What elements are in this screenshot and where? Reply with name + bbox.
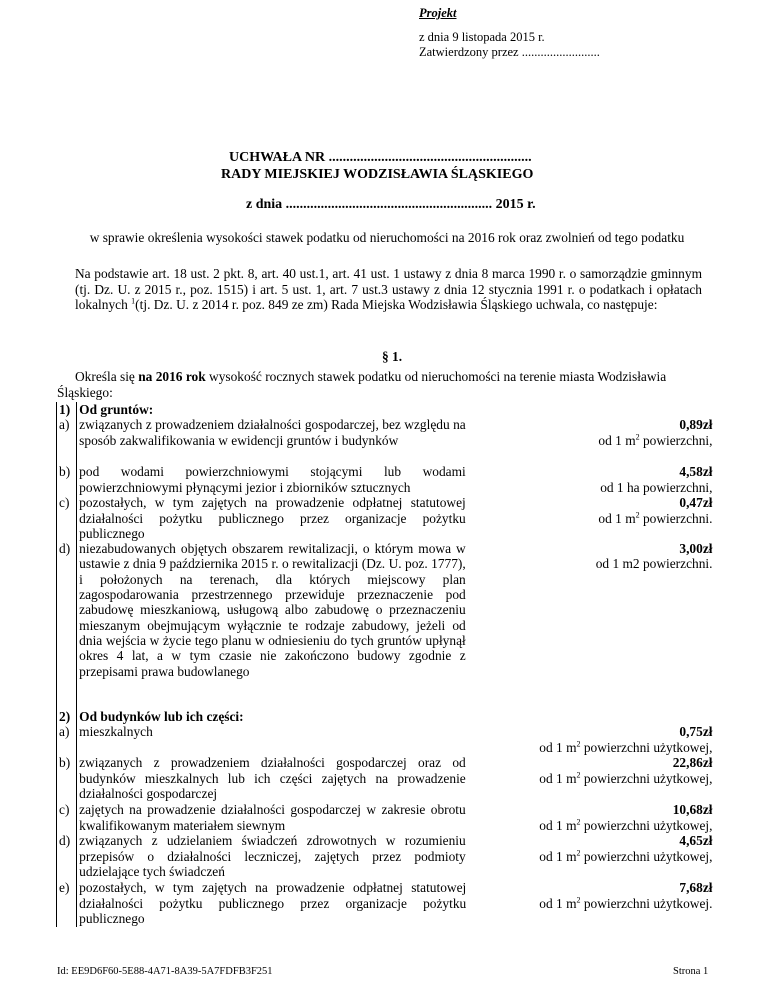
group-label: Od budynków lub ich części: xyxy=(79,709,244,725)
unit-text: od 1 m xyxy=(539,817,577,833)
item-letter: d) xyxy=(57,541,77,709)
group-row xyxy=(57,709,715,724)
rate-row xyxy=(57,755,715,802)
item-letter: b) xyxy=(57,755,77,802)
approved-line: Zatwierdzony przez ......................... xyxy=(419,45,600,59)
item-rate-cell xyxy=(468,755,714,802)
item-description: związanych z prowadzeniem działalności gospodarczej oraz od budynków mieszkalnych lub ich części zajętych na prowadzenie działalności gospodarczej xyxy=(79,755,466,802)
item-rate-cell xyxy=(468,880,714,927)
unit-sup: 2 xyxy=(576,848,581,858)
unit-text-post: powierzchni. xyxy=(639,510,713,526)
group-label: Od gruntów: xyxy=(79,402,154,417)
item-description: związanych z udzielaniem świadczeń zdrowotnych w rozumieniu przepisów o działalności leczniczej, zajętych przez podmioty udzielające tych świadczeń xyxy=(79,833,466,880)
document-id: Id: EE9D6F60-5E88-4A71-8A39-5A7FDFB3F251 xyxy=(57,966,273,977)
group-row xyxy=(57,402,715,417)
unit-text: od 1 ha powierzchni, xyxy=(600,479,713,495)
rate-unit xyxy=(470,556,712,571)
unit-text: od 1 m xyxy=(598,510,636,526)
unit-text-post: powierzchni użytkowej, xyxy=(580,770,713,786)
rate-value: 7,68zł xyxy=(679,880,713,896)
rate-unit xyxy=(470,849,712,864)
rate-row xyxy=(57,495,715,541)
unit-text: od 1 m xyxy=(598,432,636,448)
unit-text-post: powierzchni użytkowej, xyxy=(580,848,713,864)
rate-value: 0,89zł xyxy=(679,417,713,433)
resolution-number: UCHWAŁA NR .......................................................... xyxy=(229,150,532,165)
footnote-marker: 1 xyxy=(131,296,136,306)
preamble-text: Na podstawie art. 18 ust. 2 pkt. 8, art. 40 ust.1, art. 41 ust. 1 ustawy z dnia 8 marca 1990 r. o samorządzie gminnym (tj. Dz. U. z 2015 r., poz. 1515) i art. 5 ust. 1, art. 7 ust.3 ustawy z dnia 12 stycznia 1991 r. o podatkach i opłatach lokalnych xyxy=(75,266,702,312)
rate-row xyxy=(57,464,715,495)
unit-text: od 1 m xyxy=(539,739,577,755)
rate-value: 10,68zł xyxy=(672,802,713,818)
unit-sup: 2 xyxy=(576,817,581,827)
item-description: niezabudowanych objętych obszarem rewitalizacji, o którym mowa w ustawie z dnia 9 października 2015 r. o rewitalizacji (Dz. U. poz. 1777), i położonych na terenach, dla których miejscowy plan zagospodarowania przestrzennego przewiduje przeznaczenie pod zabudowę mieszkaniową, usługową albo zabudowę o przeznaczeniu mieszanym obejmującym wyłącznie te rodzaje zabudowy, jeżeli od dnia wejścia w życie tego planu w odniesieniu do tych gruntów upłynął okres 4 lat, a w tym czasie nie zakończono budowy zgodnie z przepisami prawa budowlanego xyxy=(79,541,466,679)
section-heading: § 1. xyxy=(381,349,403,364)
unit-sup: 2 xyxy=(635,510,640,520)
item-letter: d) xyxy=(57,833,77,880)
unit-text: od 1 m xyxy=(539,770,577,786)
resolution-subject: w sprawie określenia wysokości stawek podatku od nieruchomości na 2016 rok oraz zwolnień od tego podatku xyxy=(89,230,685,245)
item-rate-cell xyxy=(468,541,714,709)
unit-text-post: powierzchni użytkowej, xyxy=(580,817,713,833)
rate-unit xyxy=(470,740,712,755)
rate-value: 4,58zł xyxy=(679,464,713,480)
item-description: pozostałych, w tym zajętych na prowadzenie odpłatnej statutowej działalności pożytku publicznego przez organizacje pożytku publicznego xyxy=(79,880,467,927)
unit-text-post: powierzchni, xyxy=(639,432,713,448)
preamble-text-cont: (tj. Dz. U. z 2014 r. poz. 849 ze zm) Rada Miejska Wodzisławia Śląskiego uchwala, co następuje: xyxy=(135,297,658,312)
item-rate-cell xyxy=(468,802,714,833)
group-number: 1) xyxy=(57,402,77,417)
item-rate-cell xyxy=(468,724,714,755)
item-description: mieszkalnych xyxy=(79,724,153,740)
unit-text: od 1 m xyxy=(539,848,577,864)
section-text-pre: Określa się xyxy=(75,369,139,384)
unit-text: od 1 m2 powierzchni. xyxy=(595,556,713,572)
rate-unit xyxy=(470,896,712,911)
project-header xyxy=(419,6,600,60)
rates-table xyxy=(56,402,715,927)
rate-unit xyxy=(470,818,712,833)
unit-text: od 1 m xyxy=(539,895,577,911)
item-letter: b) xyxy=(57,464,77,495)
section-text-post: wysokość rocznych stawek podatku od nieruchomości na terenie miasta Wodzisławia Śląskiego: xyxy=(57,369,667,400)
unit-text-post: powierzchni użytkowej, xyxy=(580,739,713,755)
item-rate-cell xyxy=(468,417,714,464)
unit-sup: 2 xyxy=(576,770,581,780)
resolution-date: z dnia ........................................................... 2015 r. xyxy=(246,197,536,212)
section-text-bold: na 2016 rok xyxy=(138,369,206,384)
rate-row xyxy=(57,880,715,927)
section-text xyxy=(57,369,703,400)
item-rate-cell xyxy=(468,495,714,541)
preamble xyxy=(75,266,702,313)
unit-text-post: powierzchni użytkowej. xyxy=(580,895,713,911)
item-description: pozostałych, w tym zajętych na prowadzenie odpłatnej statutowej działalności pożytku publicznego przez organizacje pożytku publicznego xyxy=(79,495,466,541)
unit-sup: 2 xyxy=(635,432,640,442)
rate-unit xyxy=(470,480,712,495)
project-date: z dnia 9 listopada 2015 r. xyxy=(419,30,545,44)
item-letter: e) xyxy=(57,880,77,927)
rate-row xyxy=(57,541,715,709)
rate-row xyxy=(57,802,715,833)
rate-value: 3,00zł xyxy=(679,541,713,557)
item-description: pod wodami powierzchniowymi stojącymi lub wodami powierzchniowymi płynącymi jezior i zbiorników sztucznych xyxy=(79,464,466,495)
item-rate-cell xyxy=(468,464,714,495)
group-number: 2) xyxy=(57,709,77,724)
unit-sup: 2 xyxy=(576,739,581,749)
rate-row xyxy=(57,724,715,755)
item-letter: c) xyxy=(57,495,77,541)
rate-value: 0,75zł xyxy=(679,724,713,740)
rate-row xyxy=(57,417,715,464)
item-rate-cell xyxy=(468,833,714,880)
project-label: Projekt xyxy=(419,6,457,20)
rate-value: 22,86zł xyxy=(672,755,713,771)
item-description: zajętych na prowadzenie działalności gospodarczej w zakresie obrotu kwalifikowanym materiałem siewnym xyxy=(79,802,466,833)
unit-sup: 2 xyxy=(576,895,581,905)
rate-row xyxy=(57,833,715,880)
rate-value: 4,65zł xyxy=(679,833,713,849)
rate-value: 0,47zł xyxy=(679,495,713,511)
rate-unit xyxy=(470,511,712,526)
rate-unit xyxy=(470,771,712,786)
item-description: związanych z prowadzeniem działalności gospodarczej, bez względu na sposób zakwalifikowania w ewidencji gruntów i budynków xyxy=(79,417,466,448)
council-name: RADY MIEJSKIEJ WODZISŁAWIA ŚLĄSKIEGO xyxy=(221,167,534,182)
group-rate-empty xyxy=(468,402,714,417)
group-rate-empty xyxy=(468,709,714,724)
rate-unit xyxy=(470,433,712,448)
item-letter: c) xyxy=(57,802,77,833)
page-number: Strona 1 xyxy=(673,966,709,977)
item-letter: a) xyxy=(57,724,77,755)
item-letter: a) xyxy=(57,417,77,464)
